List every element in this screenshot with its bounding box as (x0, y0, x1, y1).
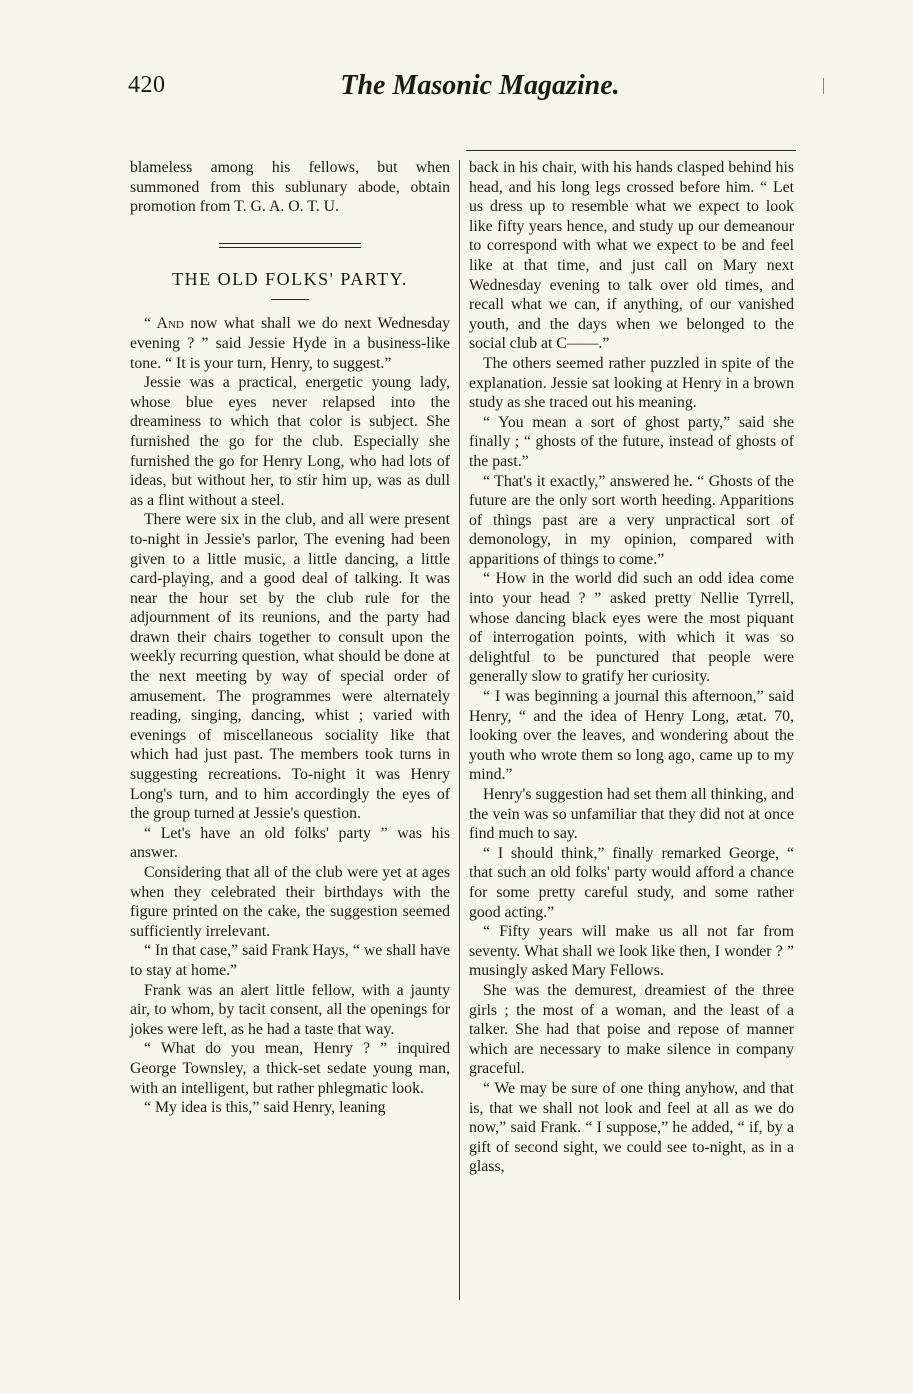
paragraph: Jessie was a practical, energetic young lady, whose blue eyes never relapsed into the dreaminess to which that color is subject. She furnished the go for the club. Especially she furnished the go for Henry Long, who had lots of ideas, but without her, to stir him up, was as dull as a flint without a steel. (130, 374, 450, 509)
first-paragraph-rest: now what shall we do next Wednesday evening ? ” said Jessie Hyde in a business-like tone. “ It is your turn, Henry, to suggest.” (130, 315, 450, 372)
paragraph: “ I should think,” finally remarked George, “ that such an old folks' party would afford a chance for some pretty careful study, and some rather good acting.” (469, 844, 794, 921)
paragraph: “ That's it exactly,” answered he. “ Ghosts of the future are the only sort worth heeding. Apparitions of things past are a very unpractical sort of demonology, in my opinion, compared with apparitions of things to come.” (469, 472, 794, 568)
paragraph: Considering that all of the club were yet at ages when they celebrated their birthdays with the figure printed on the cake, the suggestion seemed sufficiently irrelevant. (130, 864, 450, 940)
paragraph: “ I was beginning a journal this afternoon,” said Henry, “ and the idea of Henry Long, ætat. 70, looking over the leaves, and wondering about the youth who wrote them so long ago, came up to my mind.” (469, 688, 794, 784)
paragraph: “ We may be sure of one thing anyhow, and that is, that we shall not look and feel at all as we do now,” said Frank. “ I suppose,” he added, “ if, by a gift of second sight, we could see to-night, as in a glass, (469, 1079, 794, 1176)
paragraph: There were six in the club, and all were present to-night in Jessie's parlor, The evening had been given to a little music, a little dancing, a little card-playing, and a good deal of talking. It was near the hour set by the club rule for the adjournment of its reunions, and the party had drawn their chairs together to consult upon the weekly recurring question, what should be done at the next meeting by way of special order of amusement. The programmes were alternately reading, singing, dancing, whist ; varied with evenings of miscellaneous sociality like that which had just past. The members took turns in suggesting recreations. To-night it was Henry Long's turn, and to him accordingly the eyes of the group turned at Jessie's question. (130, 511, 450, 823)
paragraph: “ In that case,” said Frank Hays, “ we shall have to stay at home.” (130, 942, 450, 979)
left-column (130, 158, 450, 1118)
intro-paragraph: blameless among his fellows, but when summoned from this sublunary abode, obtain promotion from T. G. A. O. T. U. (130, 159, 450, 216)
paragraph: “ Fifty years will make us all not far from seventy. What shall we look like then, I wonder ? ” musingly asked Mary Fellows. (469, 923, 794, 980)
paragraph: The others seemed rather puzzled in spite of the explanation. Jessie sat looking at Henry in a brown study as she traced out his meaning. (469, 354, 794, 412)
paragraph: “ My idea is this,” said Henry, leaning (144, 1099, 386, 1117)
stray-mark (823, 78, 824, 94)
section-double-rule (219, 243, 361, 248)
paragraph: “ You mean a sort of ghost party,” said she finally ; “ ghosts of the future, instead of ghosts of the past.” (469, 413, 794, 470)
paragraph: “ What do you mean, Henry ? ” inquired George Townsley, a thick-set sedate young man, with an intelligent, but rather phlegmatic look. (130, 1040, 450, 1097)
column-divider (459, 160, 460, 1300)
first-paragraph-lead: “ And (144, 315, 184, 333)
right-column (469, 158, 794, 1177)
article-title: THE OLD FOLKS' PARTY. (172, 268, 408, 289)
page-number: 420 (128, 72, 166, 98)
paragraph: “ How in the world did such an odd idea come into your head ? ” asked pretty Nellie Tyrrell, whose dancing black eyes were the most piquant of interrogation points, with which it was so delightful to be punctured that people were generally slow to gratify her curiosity. (469, 570, 794, 686)
paragraph: “ Let's have an old folks' party ” was his answer. (130, 824, 450, 862)
paragraph: Henry's suggestion had set them all thinking, and the vein was so unfamiliar that they did not at once find much to say. (469, 786, 794, 843)
first-paragraph (130, 314, 450, 373)
paragraph: She was the demurest, dreamiest of the three girls ; the most of a woman, and the least of a talker. She had that poise and repose of manner which are necessary to make silence in company graceful. (469, 981, 794, 1078)
title-short-rule (271, 299, 309, 300)
header-rule (466, 150, 796, 151)
paragraph: Frank was an alert little fellow, with a jaunty air, to whom, by tacit consent, all the openings for jokes were left, as he had a taste that way. (130, 981, 450, 1038)
running-title: The Masonic Magazine. (340, 70, 620, 101)
continuation-paragraph: back in his chair, with his hands clasped behind his head, and his long legs crossed before him. “ Let us dress up to resemble what we expect to look like fifty years hence, and study up our demeanour to correspond with what we expect to be and feel like at that time, and just call on Mary next Wednesday evening to talk over old times, and recall what we can, if anything, of our vanished youth, and the days when we belonged to the social club at C——.” (469, 159, 794, 353)
